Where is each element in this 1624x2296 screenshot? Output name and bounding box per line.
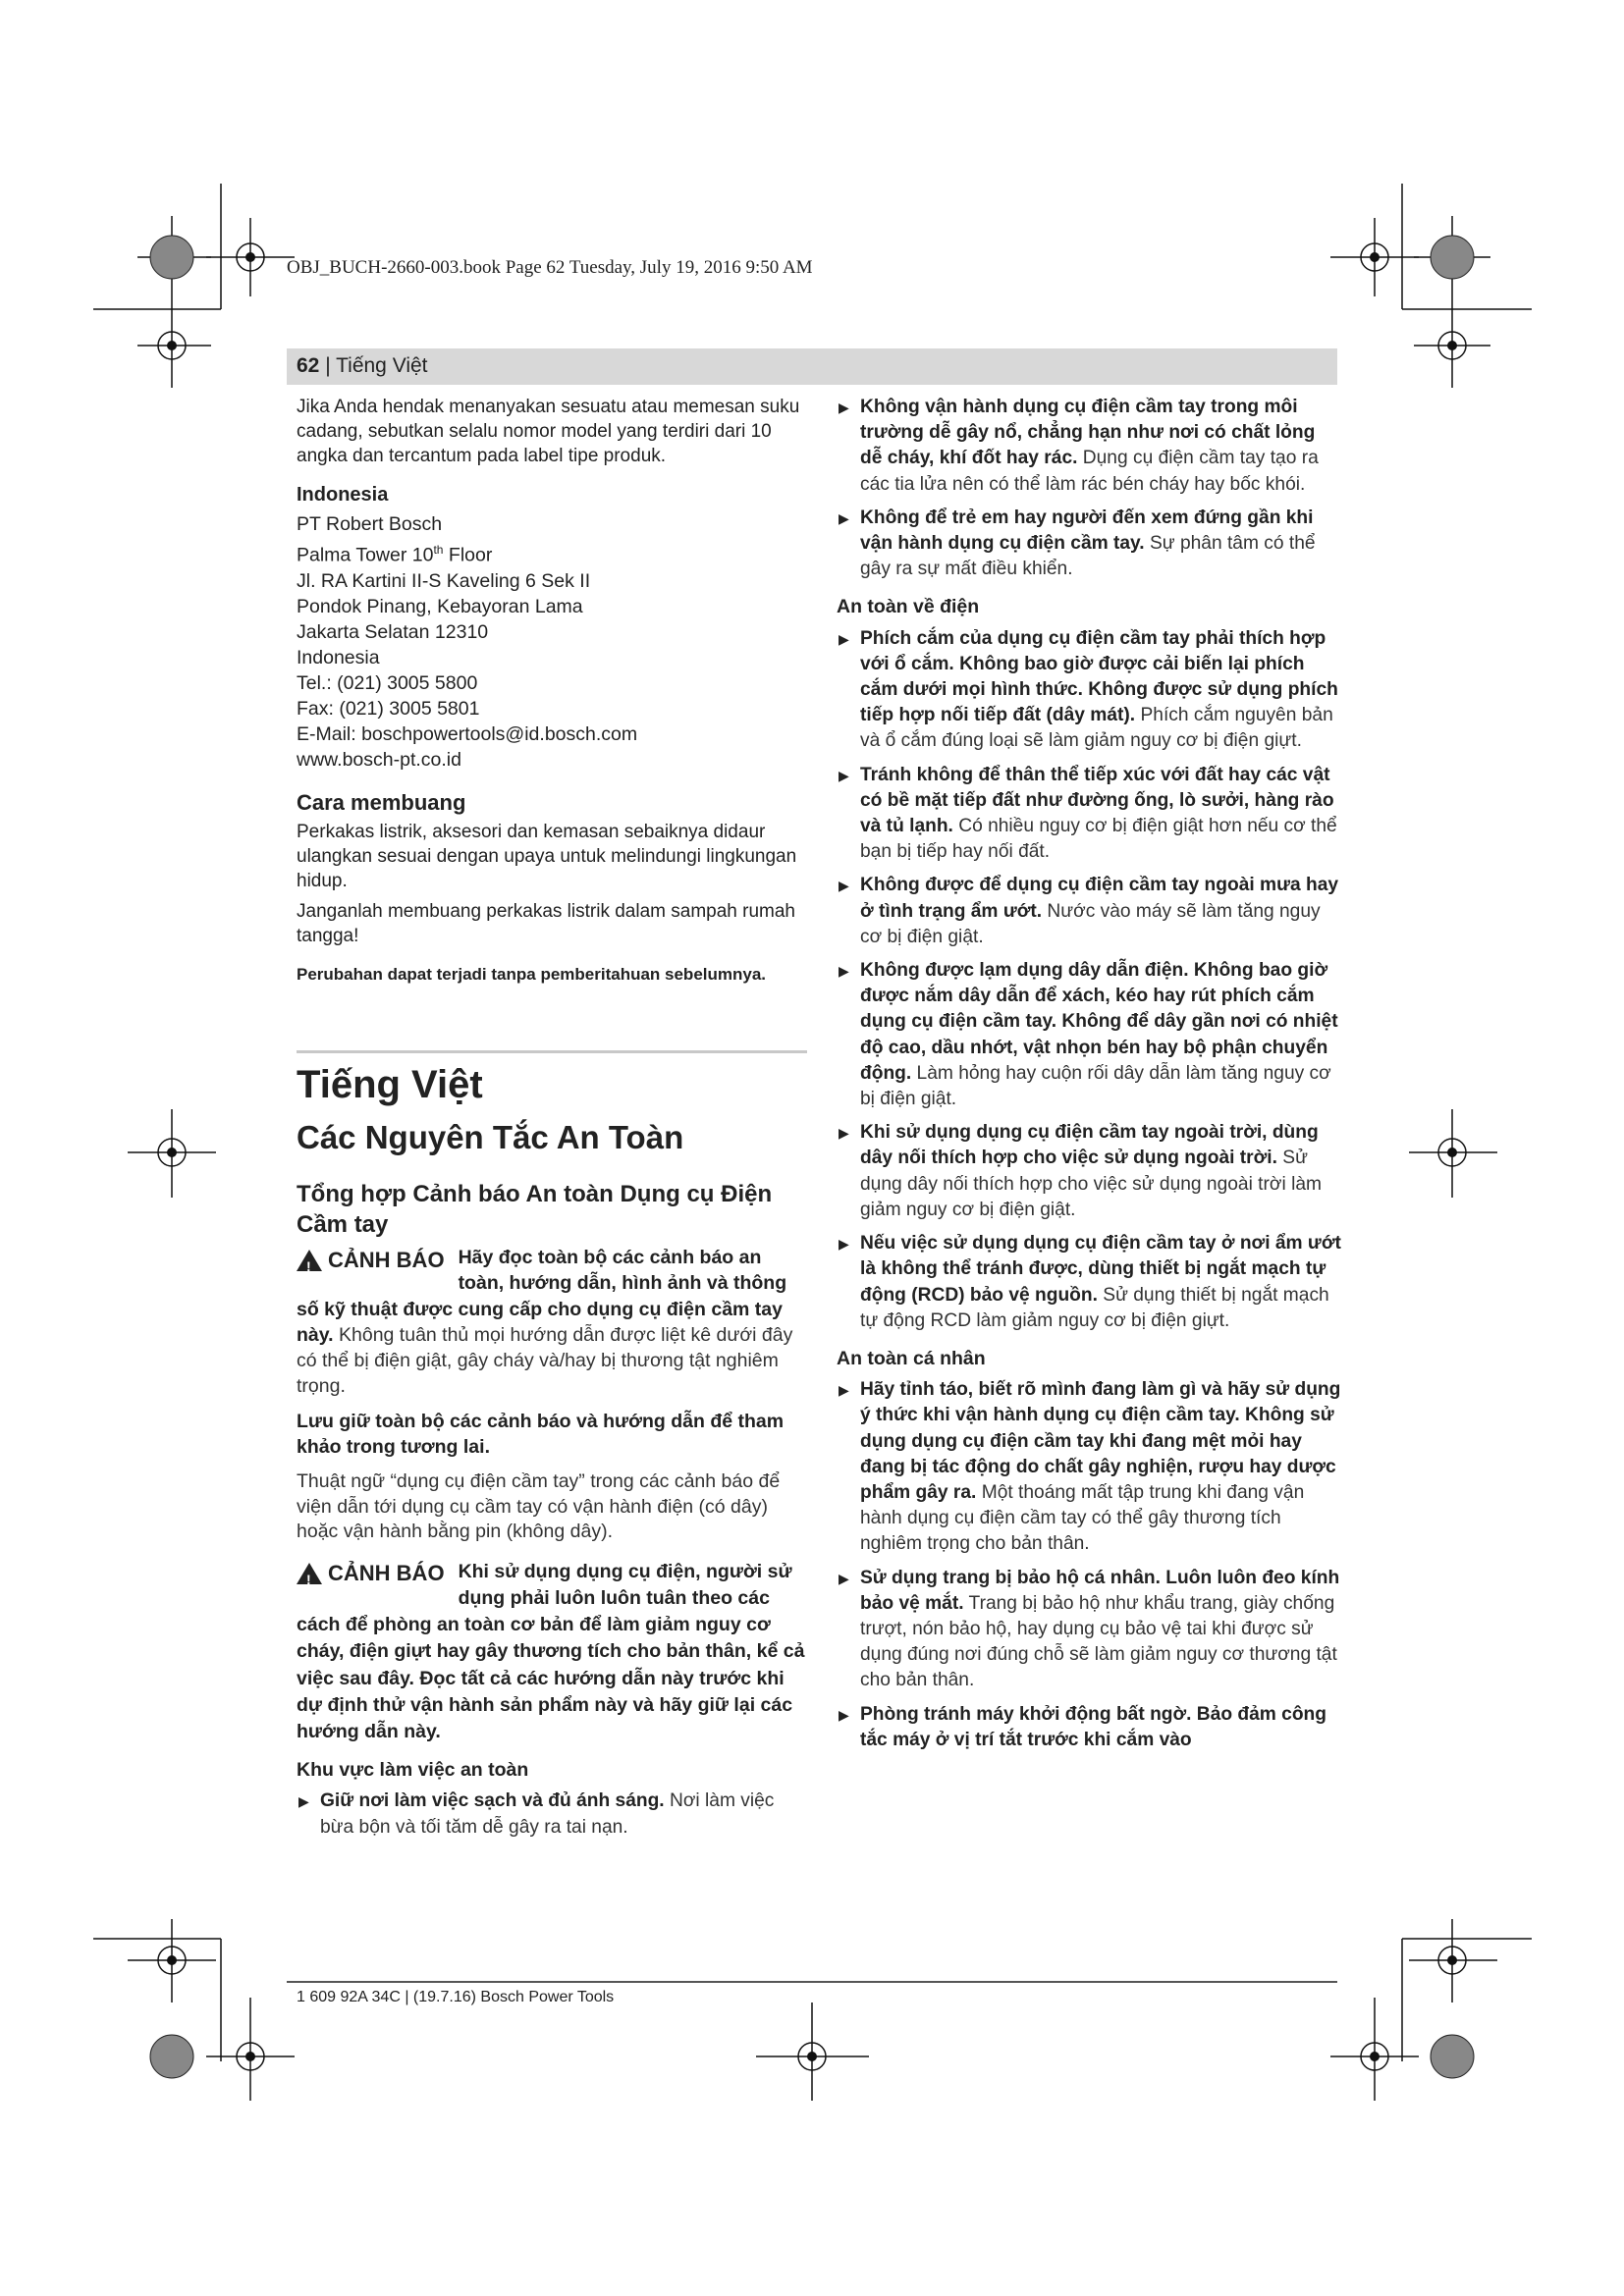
list-item: ▶ Tránh không để thân thể tiếp xúc với đất hay các vật có bề mặt tiếp đất như đường ống, lò sưởi, hàng rào và tủ lạnh. Có nhiều nguy cơ bị điện giật hơn nếu cơ thể bạn bị tiếp hay nối đất. (839, 764, 1337, 863)
warning-badge: ! CẢNH BÁO (297, 1561, 445, 1586)
address-website: www.bosch-pt.co.id (297, 748, 461, 771)
disposal-heading: Cara membuang (297, 789, 466, 815)
warning-icon: ! (297, 1250, 322, 1271)
personal-safety-heading: An toàn cá nhân (837, 1347, 986, 1369)
list-item: ▶ Không vận hành dụng cụ điện cầm tay trong môi trường dễ gây nổ, chẳng hạn như nơi có chất lỏng dễ cháy, khí đốt hay rác. Dụng cụ điện cầm tay tạo ra các tia lửa nên có thể làm rác bén cháy hay bốc khói. (839, 397, 1319, 495)
address-line: Indonesia (297, 646, 380, 668)
warning-text: Không tuân thủ mọi hướng dẫn được liệt kê dưới đây có thể bị điện giật, gây cháy và/hay bị thương tật nghiêm trọng. (297, 1323, 793, 1398)
keep-instructions: Lưu giữ toàn bộ các cảnh báo và hướng dẫn để tham khảo trong tương lai. (297, 1411, 785, 1458)
work-area-heading: Khu vực làm việc an toàn (297, 1759, 529, 1782)
country-heading: Indonesia (297, 484, 389, 506)
list-item: ▶ Không được lạm dụng dây dẫn điện. Không bao giờ được nắm dây dẫn để xách, kéo hay rút phích cắm dụng cụ điện cầm tay. Không để dây gần nơi có nhiệt độ cao, dầu nhớt, vật nhọn bén hay bộ phận chuyển động. Làm hỏng hay cuộn rối dây dẫn làm tăng nguy cơ bị điện giật. (839, 960, 1338, 1110)
bullet-arrow-icon: ▶ (839, 963, 849, 980)
bullet-arrow-icon: ▶ (839, 767, 849, 783)
bullet-arrow-icon: ▶ (298, 1793, 309, 1810)
page-number: 62 (297, 354, 320, 377)
bullet-arrow-icon: ▶ (839, 400, 849, 415)
list-item: ▶ Không để trẻ em hay người đến xem đứng gần khi vận hành dụng cụ điện cầm tay. Sự phân tâm có thể gây ra sự mất điều khiển. (839, 507, 1316, 580)
warning-icon: ! (297, 1563, 322, 1584)
page-header: 62 | Tiếng Việt (297, 354, 428, 377)
address-block (297, 511, 807, 773)
service-intro: Jika Anda hendak menanyakan sesuatu atau memesan suku cadang, sebutkan selalu nomor model yang terdiri dari 10 angka dan tercantum pada label tipe produk. (297, 397, 800, 466)
disposal-paragraph: Janganlah membuang perkakas listrik dalam sampah rumah tangga! (297, 900, 795, 946)
address-sup: th (433, 543, 444, 558)
bullet-arrow-icon: ▶ (839, 1236, 849, 1253)
warning-block-1 (297, 1246, 807, 1400)
list-item: ▶ Khi sử dụng dụng cụ điện cầm tay ngoài trời, dùng dây nối thích hợp cho việc sử dụng ngoài trời. Sử dụng dây nối thích hợp cho việc sử dụng ngoài trời làm giảm nguy cơ bị điện giật. (839, 1122, 1323, 1220)
right-column (837, 395, 1342, 1761)
left-column (297, 395, 807, 1848)
warning-text-bold: Khi sử dụng dụng cụ điện, người sử dụng phải luôn luôn tuân theo các cách để phòng an toàn cơ bản để làm giảm nguy cơ cháy, điện giựt hay gây thương tích cho bản thân, kể cả việc sau đây. Đọc tất cả các hướng dẫn này trước khi dự định thử vận hành sản phẩm này và hãy giữ lại các hướng dẫn này. (297, 1560, 805, 1743)
page-header-bar (287, 348, 1337, 385)
list-item: ▶ Phòng tránh máy khởi động bất ngờ. Bảo đảm công tắc máy ở vị trí tắt trước khi cắm vào (839, 1703, 1327, 1750)
term-definition: Thuật ngữ “dụng cụ điện cầm tay” trong các cảnh báo để viện dẫn tới dụng cụ cầm tay có vận hành điện (có dây) hoặc vận hành bằng pin (không dây). (297, 1470, 781, 1543)
section-name: Tiếng Việt (336, 354, 428, 377)
list-item: ▶ Không được để dụng cụ điện cầm tay ngoài mưa hay ở tình trạng ẩm ướt. Nước vào máy sẽ làm tăng nguy cơ bị điện giật. (839, 875, 1339, 947)
general-warnings-title: Tổng hợp Cảnh báo An toàn Dụng cụ Điện Cầm tay (297, 1181, 773, 1239)
bullet-arrow-icon: ▶ (839, 1125, 849, 1142)
address-line: Fax: (021) 3005 5801 (297, 697, 480, 720)
bullet-arrow-icon: ▶ (839, 878, 849, 894)
footer-rule (287, 1981, 1337, 1983)
page-footer: 1 609 92A 34C | (19.7.16) Bosch Power Tools (297, 1989, 615, 2005)
bullet-arrow-icon: ▶ (839, 1570, 849, 1586)
list-item: ▶ Nếu việc sử dụng dụng cụ điện cầm tay ở nơi ẩm ướt là không thể tránh được, dùng thiết bị ngắt mạch tự động (RCD) bảo vệ nguồn. Sử dụng thiết bị ngắt mạch tự động RCD làm giảm nguy cơ bị điện giựt. (839, 1233, 1341, 1331)
bullet-arrow-icon: ▶ (839, 1706, 849, 1723)
electrical-safety-heading: An toàn về điện (837, 596, 980, 618)
list-item: ▶ Giữ nơi làm việc sạch và đủ ánh sáng. Nơi làm việc bừa bộn và tối tăm dễ gây ra tai nạn. (298, 1790, 775, 1838)
warning-text-bold: Hãy đọc toàn bộ các cảnh báo an toàn, hướng dẫn, hình ảnh và thông số kỹ thuật được cung cấp cho dụng cụ điện cầm tay này. (297, 1247, 787, 1346)
warning-badge: ! CẢNH BÁO (297, 1248, 445, 1273)
bullet-arrow-icon: ▶ (839, 509, 849, 526)
section-divider (297, 1050, 807, 1053)
address-line: Tel.: (021) 3005 5800 (297, 671, 478, 694)
bullet-arrow-icon: ▶ (839, 630, 849, 647)
print-slug: OBJ_BUCH-2660-003.book Page 62 Tuesday, July 19, 2016 9:50 AM (287, 257, 813, 278)
disposal-paragraph: Perkakas listrik, aksesori dan kemasan sebaiknya didaur ulangkan sesuai dengan upaya untuk melindungi lingkungan hidup. (297, 821, 797, 891)
safety-rules-title: Các Nguyên Tắc An Toàn (297, 1119, 684, 1156)
warning-block-2 (297, 1559, 807, 1745)
language-title: Tiếng Việt (297, 1063, 483, 1107)
list-item: ▶ Phích cắm của dụng cụ điện cầm tay phải thích hợp với ổ cắm. Không bao giờ được cải biến lại phích cắm dưới mọi hình thức. Không được sử dụng phích tiếp hợp nối tiếp đất (dây mát). Phích cắm nguyên bản và ổ cắm đúng loại sẽ làm giảm nguy cơ bị điện giựt. (839, 627, 1338, 752)
list-item: ▶ Sử dụng trang bị bảo hộ cá nhân. Luôn luôn đeo kính bảo vệ mắt. Trang bị bảo hộ như khẩu trang, giày chống trượt, nón bảo hộ, hay dụng cụ bảo vệ tai khi được sử dụng đúng nơi đúng chỗ sẽ làm giảm nguy cơ thương tật cho bản thân. (839, 1567, 1340, 1691)
change-notice: Perubahan dapat terjadi tanpa pemberitahuan sebelumnya. (297, 964, 767, 984)
address-line: Jakarta Selatan 12310 (297, 620, 489, 643)
address-line: Pondok Pinang, Kebayoran Lama (297, 595, 583, 617)
list-item: ▶ Hãy tỉnh táo, biết rõ mình đang làm gì và hãy sử dụng ý thức khi vận hành dụng cụ điện cầm tay. Không sử dụng dụng cụ điện cầm tay khi đang mệt mỏi hay đang bị tác động do chất gây nghiện, rượu hay dược phẩm gây ra. Một thoáng mất tập trung khi đang vận hành dụng cụ điện cầm tay có thể gây thương tích nghiêm trọng cho bản thân. (839, 1379, 1341, 1555)
address-line: PT Robert Bosch (297, 513, 443, 536)
address-line: Palma Tower 10th Floor (297, 543, 493, 566)
address-line: Jl. RA Kartini II-S Kaveling 6 Sek II (297, 569, 591, 592)
address-email: E-Mail: boschpowertools@id.bosch.com (297, 722, 638, 745)
bullet-arrow-icon: ▶ (839, 1382, 849, 1399)
